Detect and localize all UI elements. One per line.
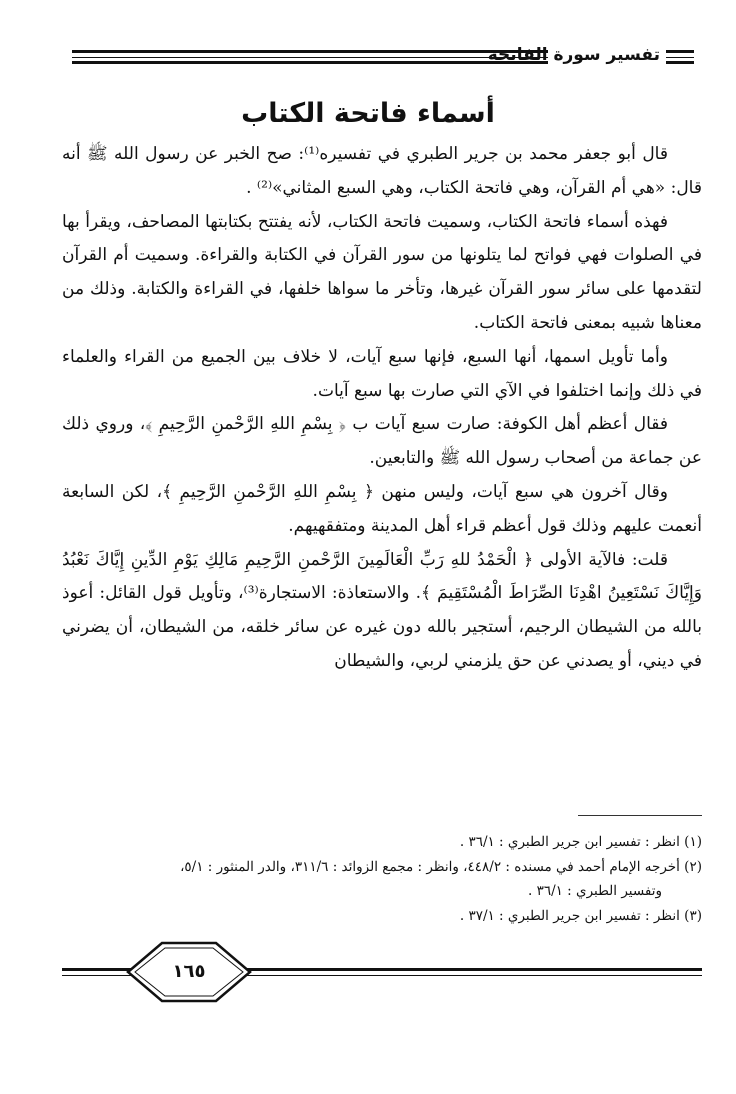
footnote: (١) انظر : تفسير ابن جرير الطبري : ٣٦/١ . xyxy=(459,834,702,850)
footnotes xyxy=(62,830,702,928)
header-rule xyxy=(72,57,548,58)
running-title: تفسير سورة الفاتحة xyxy=(487,45,660,65)
paragraph: قال أبو جعفر محمد بن جرير الطبري في تفسيره⁽¹⁾: صح الخبر عن رسول الله ﷺ أنه قال: «هي أم القرآن، وهي فاتحة الكتاب، وهي السبع المثاني»⁽²⁾ . xyxy=(62,144,702,198)
header-rule xyxy=(666,61,694,64)
chapter-title: أسماء فاتحة الكتاب xyxy=(241,98,495,129)
running-header xyxy=(72,40,694,72)
footnote: (٢) أخرجه الإمام أحمد في مسنده : ٤٤٨/٢، وانظر : مجمع الزوائد : ٣١١/٦، والدر المنثور : ٥/١، xyxy=(180,858,702,875)
paragraph: فهذه أسماء فاتحة الكتاب، وسميت فاتحة الكتاب، لأنه يفتتح بكتابتها المصاحف، ويقرأ بها في الصلوات فهي فواتح لما يتلونها من سور القرآن في الكتابة والقراءة. وسميت أم القرآن لتقدمها على سائر سور القرآن غيرها، وتأخر ما سواها خلفها، في القراءة والكتابة. وذلك من معناها شبيه بمعنى فاتحة الكتاب. xyxy=(62,211,702,333)
paragraph: وأما تأويل اسمها، أنها السبع، فإنها سبع آيات، لا خلاف بين الجميع من القراء والعلماء في ذلك وإنما اختلفوا في الآي التي صارت بها سبع آيات. xyxy=(62,346,702,401)
header-rule xyxy=(72,50,548,53)
paragraph: قلت: فالآية الأولى ﴿ الْحَمْدُ للهِ رَبِّ الْعَالَمِينَ الرَّحْمنِ الرَّحِيمِ مَالِكِ يَوْمِ الدِّينِ إِيَّاكَ نَعْبُدُ وَإِيَّاكَ نَسْتَعِينُ اهْدِنَا الصِّرَاطَ الْمُسْتَقِيمَ ﴾. والاستعاذة: الاستجارة⁽³⁾، وتأويل قول القائل: أعوذ بالله من الشيطان الرجيم، أستجير بالله دون غيره عن سائر خلقه، من الشيطان، أن يضرني في ديني، أو يصدني عن حق يلزمني لربي، والشيطان xyxy=(62,549,702,671)
page-footer xyxy=(62,940,702,1004)
header-rule xyxy=(666,50,694,53)
paragraph: وقال آخرون هي سبع آيات، وليس منهن ﴿ بِسْمِ اللهِ الرَّحْمنِ الرَّحِيمِ ﴾، لكن السابعة أنعمت عليهم وذلك قول أعظم قراء أهل المدينة ومتفقهيهم. xyxy=(62,481,702,536)
body-text xyxy=(62,138,702,679)
footnote-continuation: وتفسير الطبري : ٣٦/١ . xyxy=(527,883,662,899)
header-rule xyxy=(666,57,694,58)
page-number: ١٦٥ xyxy=(172,961,206,982)
footnote: (٣) انظر : تفسير ابن جرير الطبري : ٣٧/١ . xyxy=(459,907,702,924)
header-rule xyxy=(72,61,548,64)
paragraph: فقال أعظم أهل الكوفة: صارت سبع آيات ب ﴿ بِسْمِ اللهِ الرَّحْمنِ الرَّحِيمِ ﴾، وروي ذلك عن جماعة من أصحاب رسول الله ﷺ والتابعين. xyxy=(62,414,702,469)
footnote-separator xyxy=(578,815,702,816)
